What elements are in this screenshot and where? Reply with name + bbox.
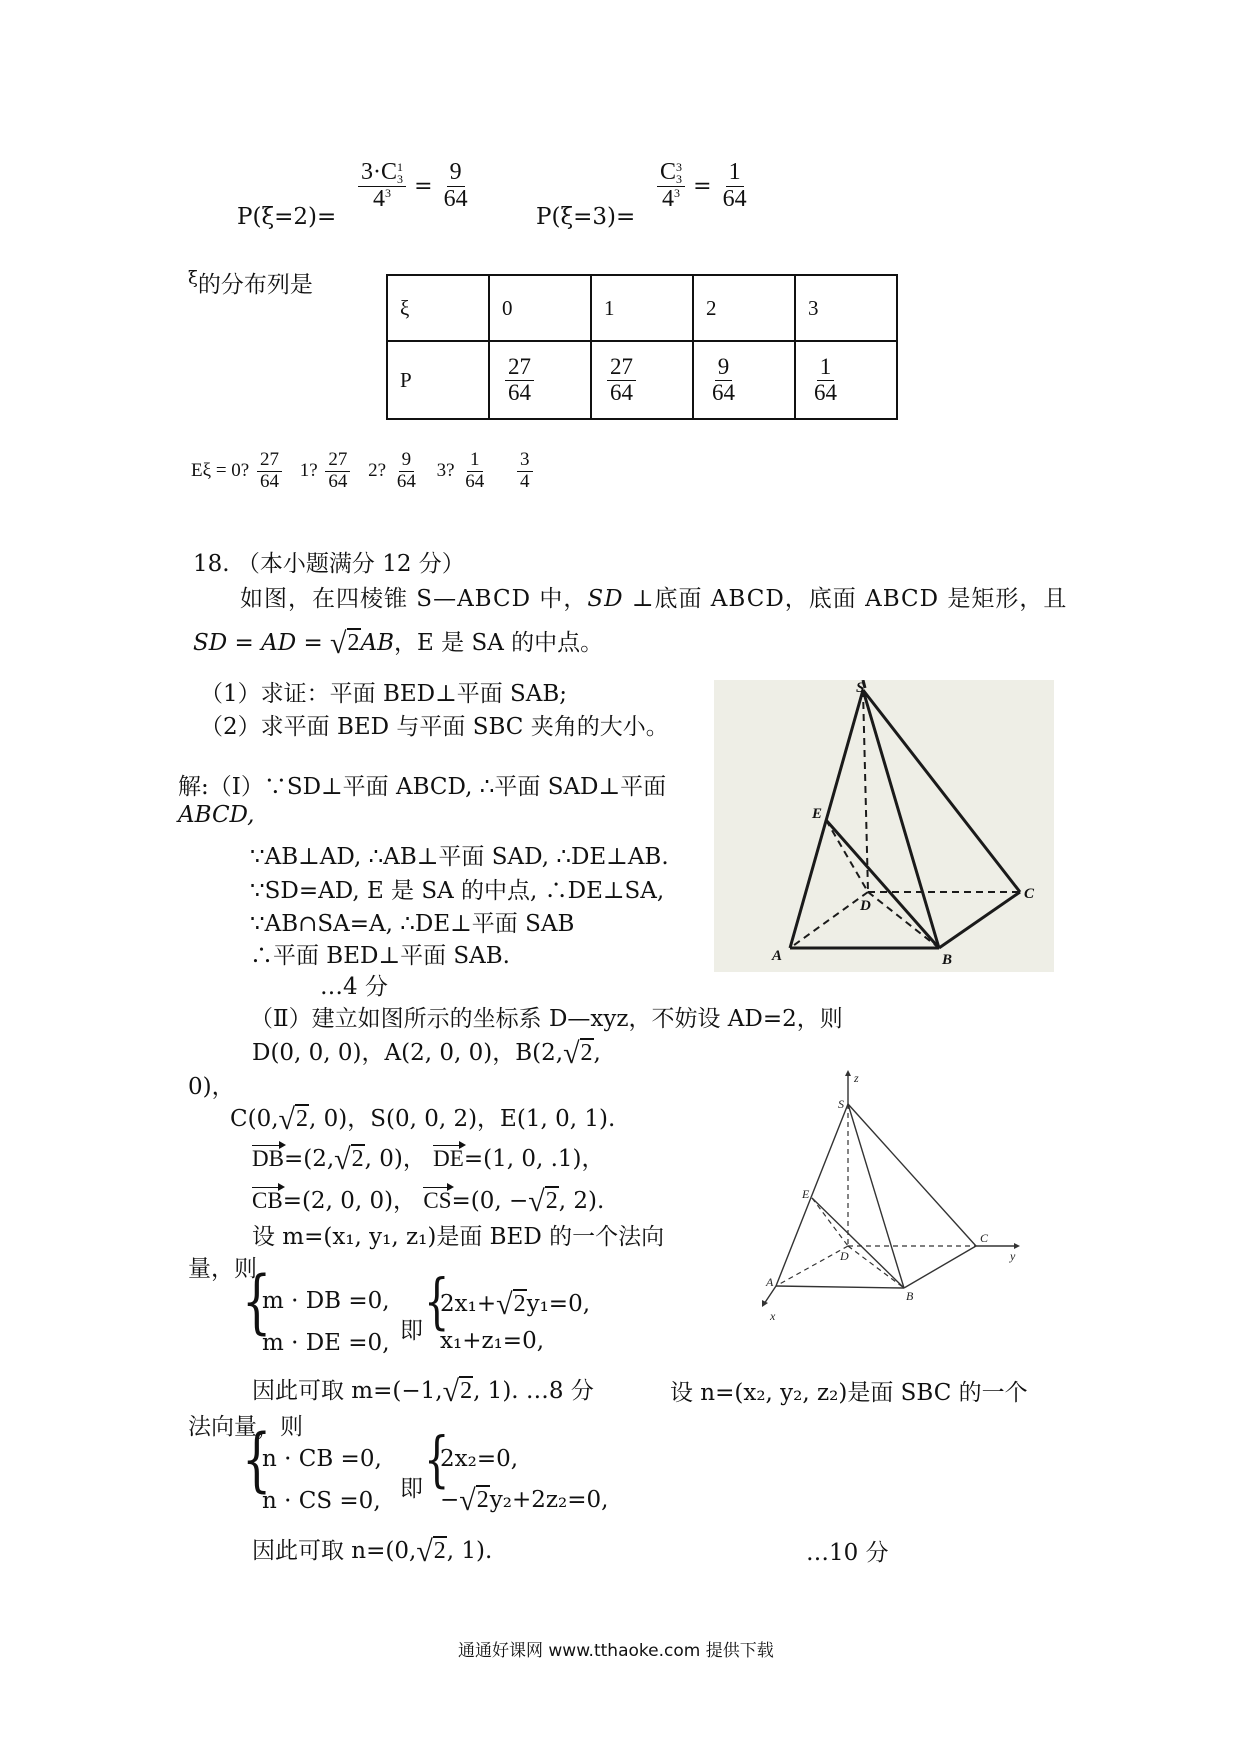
- score-mark: …4 分: [320, 974, 388, 1000]
- p2-fraction: 3·C 1 3 $4^3$ = $\frac{9}{64}$: [355, 160, 474, 213]
- vector-line: CB=(2, 0, 0)， CS=(0, −√2, 2).: [252, 1185, 605, 1218]
- page-footer: 通通好课网 www.tthaoke.com 提供下载: [458, 1641, 774, 1661]
- table-cell: 2: [693, 275, 795, 341]
- label-y: y: [1010, 1249, 1016, 1263]
- table-cell: 0: [489, 275, 591, 341]
- p3-fraction: C 3 3 $4^3$ = $\frac{1}{64}$: [654, 160, 753, 213]
- solution-line: 因此可取 m=(−1,√2, 1). …8 分: [252, 1375, 594, 1408]
- label-b: B: [942, 952, 953, 968]
- label-e: E: [802, 1187, 810, 1201]
- solution-line: 法向量，则: [188, 1414, 303, 1440]
- p2-label: P(ξ=2)=: [237, 204, 337, 230]
- question-part-1: （1）求证：平面 BED⊥平面 SAB;: [200, 681, 568, 707]
- label-a: A: [766, 1275, 774, 1289]
- p3-expression: [536, 204, 635, 230]
- solution-line: （Ⅱ）建立如图所示的坐标系 D—xyz，不妨设 AD=2，则: [250, 1006, 843, 1032]
- table-cell: $\frac{9}{64}$: [693, 341, 795, 419]
- vector-de: DE: [433, 1146, 464, 1171]
- label-c: C: [980, 1231, 989, 1245]
- question-statement-2: SD = AD = √2AB，E 是 SA 的中点。: [193, 627, 604, 660]
- table-cell: P: [387, 341, 489, 419]
- label-d: D: [840, 1249, 849, 1263]
- left-brace: {: [424, 1267, 450, 1337]
- solution-line: ∵SD=AD, E 是 SA 的中点, ∴DE⊥SA,: [250, 878, 665, 904]
- solution-line: 量，则: [188, 1256, 257, 1282]
- system-row: 2x₁+√2y₁=0,: [440, 1288, 591, 1321]
- label-s: S: [856, 680, 865, 696]
- system-row: 2x₂=0,: [440, 1446, 519, 1472]
- edge-bc: [904, 1246, 976, 1288]
- left-brace: {: [424, 1425, 450, 1495]
- table-row: [387, 275, 897, 341]
- edge-sc: [848, 1104, 976, 1246]
- vector-line: DB=(2,√2, 0)， DE=(1, 0, .1)，: [252, 1143, 605, 1176]
- edge-ed: [812, 1198, 848, 1246]
- left-brace: {: [242, 1418, 272, 1500]
- table-cell: ξ: [387, 275, 489, 341]
- system-row: m · DB =0,: [262, 1288, 390, 1314]
- vector-db: DB: [252, 1146, 284, 1171]
- system-row: m · DE =0,: [262, 1330, 390, 1356]
- left-brace: {: [242, 1260, 272, 1342]
- table-row: [387, 341, 897, 419]
- edge-da: [776, 1246, 848, 1286]
- solution-line: D(0, 0, 0)，A(2, 0, 0)，B(2,√2,: [252, 1037, 601, 1070]
- solution-line: 设 n=(x₂, y₂, z₂)是面 SBC 的一个: [670, 1380, 1028, 1406]
- vector-cs: CS: [423, 1188, 452, 1213]
- solution-line: ∵AB⊥AD, ∴AB⊥平面 SAD, ∴DE⊥AB.: [250, 844, 669, 870]
- question-part-2: （2）求平面 BED 与平面 SBC 夹角的大小。: [200, 714, 669, 740]
- table-cell: $\frac{27}{64}$: [489, 341, 591, 419]
- system-row: x₁+z₁=0,: [440, 1328, 545, 1354]
- solution-line: 设 m=(x₁, y₁, z₁)是面 BED 的一个法向: [252, 1224, 665, 1250]
- solution-line: ∴平面 BED⊥平面 SAB.: [250, 943, 510, 969]
- table-cell: 1: [591, 275, 693, 341]
- solution-line: 解:（Ⅰ）∵SD⊥平面 ABCD, ∴平面 SAD⊥平面: [178, 774, 667, 800]
- p2-expression: [237, 204, 336, 230]
- distribution-table: [386, 274, 898, 420]
- solution-line: ABCD,: [178, 802, 255, 828]
- table-cell: 3: [795, 275, 897, 341]
- label-c: C: [1024, 886, 1035, 902]
- pyramid-figure-2: [756, 1070, 1046, 1328]
- label-x: x: [770, 1309, 776, 1323]
- label-e: E: [812, 806, 823, 822]
- pyramid-figure-1: [714, 680, 1054, 972]
- label-s: S: [838, 1097, 844, 1111]
- edge-ab: [776, 1286, 904, 1288]
- table-cell: $\frac{1}{64}$: [795, 341, 897, 419]
- arrowhead-x: [762, 1300, 768, 1307]
- label-b: B: [906, 1289, 914, 1303]
- edge-sa: [776, 1104, 848, 1286]
- label-a: A: [772, 948, 783, 964]
- solution-line: 因此可取 n=(0,√2, 1).: [252, 1535, 493, 1568]
- solution-line: C(0,√2, 0)，S(0, 0, 2)，E(1, 0, 1).: [230, 1103, 616, 1136]
- edge-db: [848, 1246, 904, 1288]
- system-row: −√2y₂+2z₂=0,: [440, 1484, 609, 1517]
- ji-label: 即: [400, 1476, 423, 1502]
- label-d: D: [860, 898, 871, 914]
- p3-label: P(ξ=3)=: [536, 204, 636, 230]
- question-statement-1: 如图，在四棱锥 S—ABCD 中，SD ⊥底面 ABCD，底面 ABCD 是矩形，且: [240, 586, 1068, 612]
- score-mark: …10 分: [806, 1540, 889, 1566]
- system-row: n · CS =0,: [262, 1488, 381, 1514]
- system-row: n · CB =0,: [262, 1446, 382, 1472]
- table-cell: $\frac{27}{64}$: [591, 341, 693, 419]
- arrowhead-z: [845, 1070, 851, 1076]
- expectation-line: Eξ = 0? $\frac{27}{64}$ 1? $\frac{27}{64}$ 2? $\frac{9}{64}$ 3? $\frac{1}{64}$ $\frac{3}{4}$: [191, 450, 536, 492]
- ji-label: 即: [400, 1318, 423, 1344]
- question-header: 18. （本小题满分 12 分）: [193, 551, 465, 577]
- solution-line: ∵AB∩SA=A, ∴DE⊥平面 SAB: [250, 911, 575, 937]
- solution-line: 0)，: [188, 1074, 235, 1100]
- distribution-intro: $^\xi$的分布列是: [188, 267, 313, 298]
- label-z: z: [854, 1071, 859, 1085]
- figure-background: [714, 680, 1054, 972]
- vector-cb: CB: [252, 1188, 283, 1213]
